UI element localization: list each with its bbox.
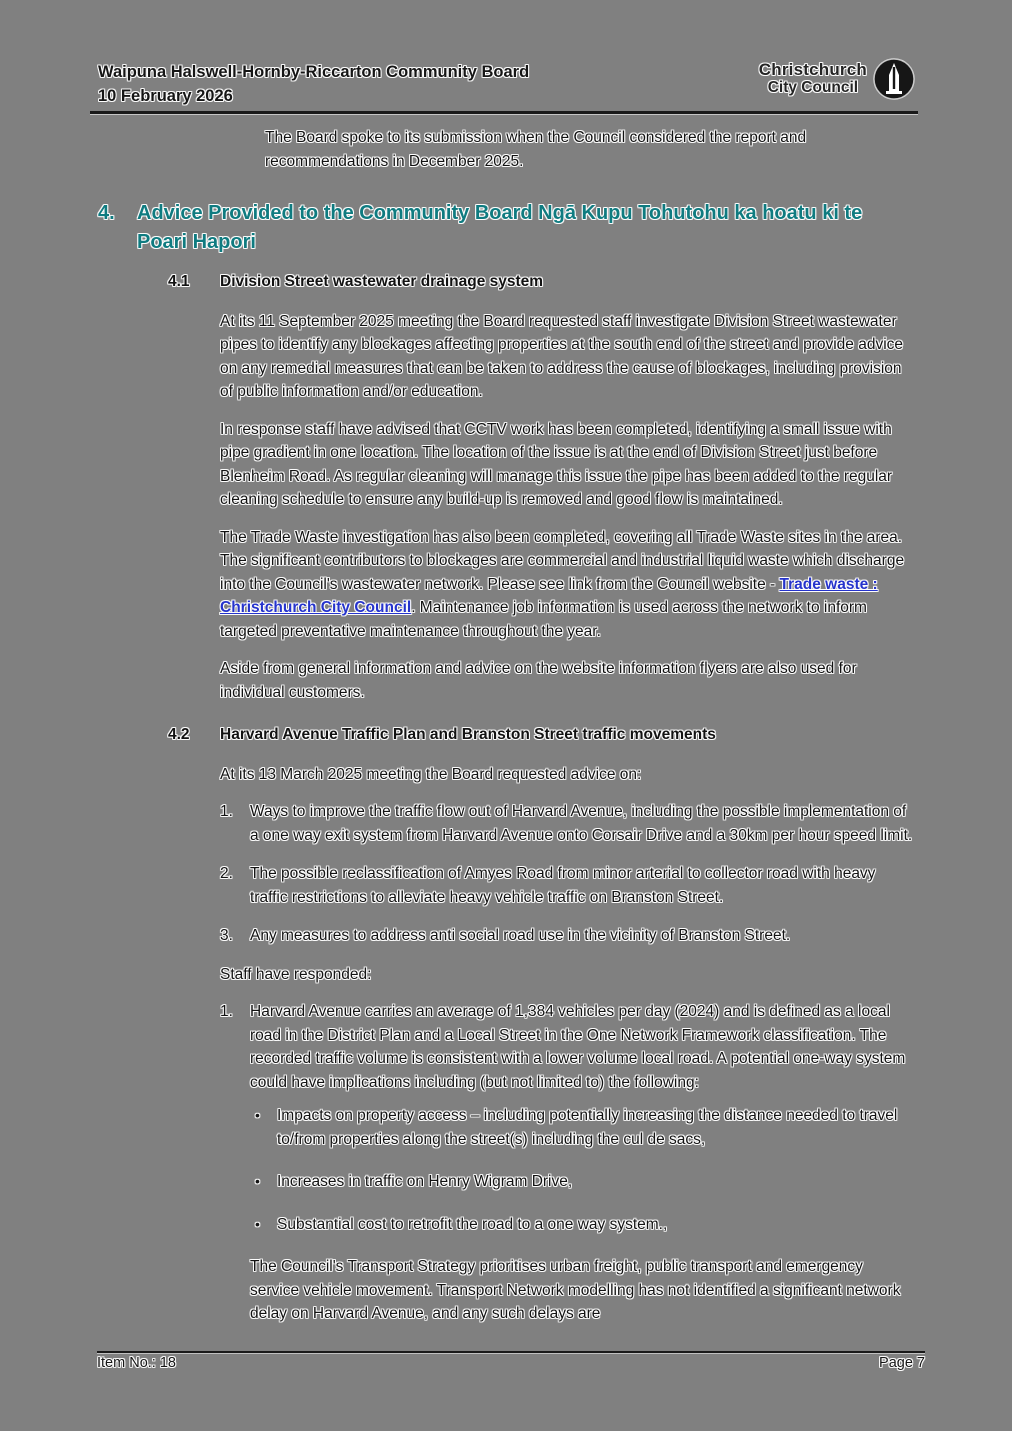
footer-page-number: Page 7 [879,1355,925,1371]
list-item [220,924,914,948]
paragraph: At its 13 March 2025 meeting the Board requested advice on: [220,765,642,783]
cathedral-icon [873,58,915,100]
list-item-text: Any measures to address anti social road use in the vicinity of Branston Street. [250,927,791,944]
bullet-glyph: • [255,1173,260,1189]
meeting-date: 10 February 2026 [98,87,233,105]
bullet-text: Substantial cost to retrofit the road to a one way system., [277,1215,668,1233]
page-header [98,60,915,108]
intro-paragraph: The Board spoke to its submission when the Council considered the report and recommendations in December 2025. [265,129,807,170]
page-footer [97,1355,925,1371]
bullet-item [255,1104,915,1151]
board-name: Waipuna Halswell-Hornby-Riccarton Community Board [98,63,530,81]
link-paragraph-after: . Maintenance job information is used across the network to inform targeted preventative maintenance throughout the year. [220,599,867,640]
document-body [98,126,915,1326]
trade-waste-link[interactable]: Trade waste : Christchurch City Council [220,575,878,616]
list-item [220,800,914,847]
paragraph: In response staff have advised that CCTV work has been completed, identifying a small issue with pipe gradient in one location. The location of the issue is at the end of Division Street just before Blenheim Road. As regular cleaning will manage this issue the pipe has been added to the regular cleaning schedule to ensure any build-up is removed and good flow is maintained. [220,420,893,508]
section-4-heading [98,199,915,257]
bullet-item [255,1213,915,1237]
paragraph-with-link [220,526,912,644]
footer-rule [97,1351,925,1353]
footer-item-number: Item No.: 18 [97,1355,176,1371]
request-list [220,800,914,948]
subsection-number: 4.1 [168,273,190,290]
subsection-title: Division Street wastewater drainage system [220,273,544,290]
list-item-number: 1. [220,803,233,820]
section-title: Advice Provided to the Community Board Ngā Kupu Tohutohu ka hoatu ki te Poari Hapori [137,202,863,253]
list-item-text: The possible reclassification of Amyes Road from minor arterial to collector road with heavy traffic restrictions to alleviate heavy vehicle traffic on Branston Street. [250,865,876,906]
closing-paragraph: The Council's Transport Strategy prioritises urban freight, public transport and emergency service vehicle movement. Transport Network modelling has not identified a significant network delay on Harvard Avenue, and any such delays are [250,1258,901,1322]
paragraph: Aside from general information and advice on the website information flyers are also used for individual customers. [220,660,857,701]
ccc-logo [759,58,915,100]
list-item-number: 2. [220,865,233,882]
list-item-number: 1. [220,1003,233,1020]
header-titles [98,60,529,108]
bullet-glyph: • [255,1215,260,1232]
bullet-text: Impacts on property access – including potentially increasing the distance needed to travel to/from properties along the street(s) including the cul de sacs, [277,1107,898,1148]
paragraph: At its 11 September 2025 meeting the Board requested staff investigate Division Street wastewater pipes to identify any blockages affecting properties at the south end of the street and provide advice on any remedial measures that can be taken to address the cause of blockages, including provision of public information and/or education. [220,312,904,400]
bullet-text: Increases in traffic on Henry Wigram Drive, [277,1173,573,1190]
logo-line1: Christchurch [758,60,867,79]
list-item [220,1000,914,1094]
subsection-title: Harvard Avenue Traffic Plan and Branston Street traffic movements [220,726,716,743]
logo-line2: City Council [767,79,859,96]
bullet-glyph: • [255,1107,260,1123]
link-paragraph-before: The Trade Waste investigation has also been completed, covering all Trade Waste sites in the area. The significant contributors to blockages are commercial and industrial liquid waste which discharge into the Council's wastewater network. Please see link from the Council website - [220,528,905,593]
header-rule [90,111,918,114]
implications-bullet-list [255,1104,915,1236]
list-item-text: Harvard Avenue carries an average of 1,384 vehicles per day (2024) and is defined as a local road in the District Plan and a Local Street in the One Network Framework classification. The recorded traffic volume is consistent with a lower volume local road. A potential one-way system could have implications including (but not limited to) the following: [250,1003,906,1091]
subsection-4-2-heading [98,723,915,747]
staff-responded-line: Staff have responded: [220,965,372,983]
subsection-number: 4.2 [168,726,190,743]
bullet-item [255,1170,915,1194]
section-number: 4. [98,202,115,224]
ccc-logo-text [759,61,867,97]
response-list [220,1000,914,1094]
list-item-text: Ways to improve the traffic flow out of Harvard Avenue, including the possible implementation of a one way exit system from Harvard Avenue onto Corsair Drive and a 30km per hour speed limit. [250,803,913,844]
list-item-number: 3. [220,927,233,944]
subsection-4-1-heading [98,270,915,294]
list-item [220,862,914,909]
